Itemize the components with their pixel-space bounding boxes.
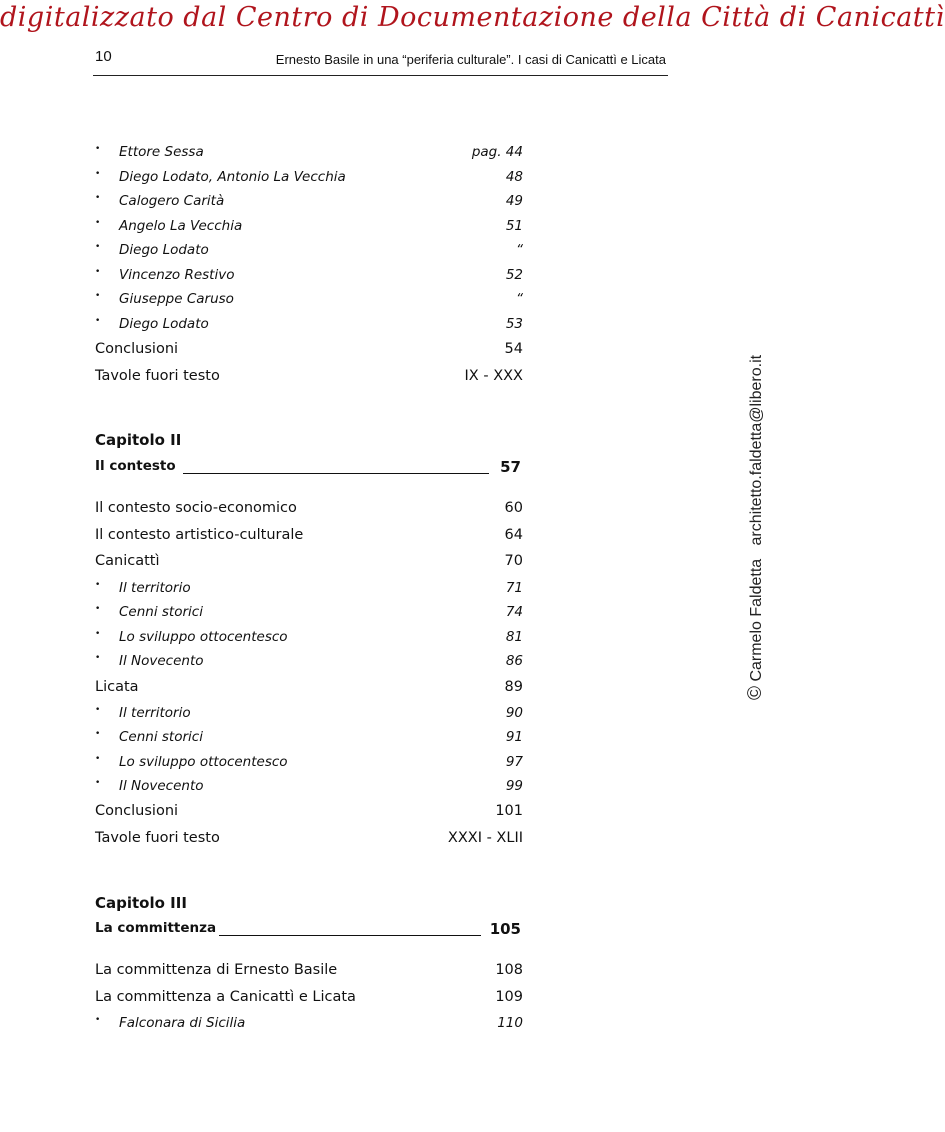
toc-entry: • Lo sviluppo ottocentesco 81 — [95, 629, 523, 645]
chapter-title: Capitolo III — [95, 894, 187, 912]
bullet-icon: • — [95, 267, 101, 277]
toc-entry: Conclusioni 54 — [95, 341, 523, 357]
toc-entry: • Diego Lodato, Antonio La Vecchia 48 — [95, 169, 523, 185]
section-heading: La committenza 105 — [95, 920, 521, 938]
toc-entry: Tavole fuori testo XXXI - XLII — [95, 830, 523, 846]
page-number: 10 — [95, 48, 112, 65]
toc-entry: • Cenni storici 91 — [95, 729, 523, 745]
header-rule — [93, 75, 668, 76]
bullet-icon: • — [95, 316, 101, 326]
toc-entry: • Calogero Carità 49 — [95, 193, 523, 209]
bullet-icon: • — [95, 218, 101, 228]
toc-entry: • Il Novecento 86 — [95, 653, 523, 669]
toc-entry: La committenza a Canicattì e Licata 109 — [95, 989, 523, 1005]
toc-entry: • Falconara di Sicilia 110 — [95, 1015, 523, 1031]
bullet-icon: • — [95, 144, 101, 154]
leader-rule — [219, 935, 481, 936]
bullet-icon: • — [95, 242, 101, 252]
running-title: Ernesto Basile in una “periferia culturale”. I casi di Canicattì e Licata — [275, 52, 666, 67]
toc-entry: • Giuseppe Caruso “ — [95, 291, 523, 307]
chapter-title: Capitolo II — [95, 431, 182, 449]
toc-entry: Canicattì 70 — [95, 553, 523, 569]
credit-author: Carmelo Faldetta — [748, 558, 765, 682]
toc-entry: • Cenni storici 74 — [95, 604, 523, 620]
toc-entry: Il contesto artistico-culturale 64 — [95, 527, 523, 543]
toc-entry: La committenza di Ernesto Basile 108 — [95, 962, 523, 978]
toc-entry: Conclusioni 101 — [95, 803, 523, 819]
toc-entry: • Il Novecento 99 — [95, 778, 523, 794]
bullet-icon: • — [95, 629, 101, 639]
bullet-icon: • — [95, 705, 101, 715]
bullet-icon: • — [95, 291, 101, 301]
bullet-icon: • — [95, 193, 101, 203]
bullet-icon: • — [95, 653, 101, 663]
bullet-icon: • — [95, 169, 101, 179]
toc-entry: • Diego Lodato 53 — [95, 316, 523, 332]
digitization-watermark: digitalizzato dal Centro di Documentazione della Città di Canicattì — [0, 2, 945, 33]
bullet-icon: • — [95, 729, 101, 739]
bullet-icon: • — [95, 580, 101, 590]
bullet-icon: • — [95, 604, 101, 614]
copyright-credit — [745, 355, 767, 700]
toc-entry: Tavole fuori testo IX - XXX — [95, 368, 523, 384]
toc-entry: Licata 89 — [95, 679, 523, 695]
toc-entry: • Angelo La Vecchia 51 — [95, 218, 523, 234]
copyright-icon: © — [745, 686, 766, 700]
bullet-icon: • — [95, 778, 101, 788]
toc-entry: • Il territorio 90 — [95, 705, 523, 721]
bullet-icon: • — [95, 1015, 101, 1025]
leader-rule — [183, 473, 489, 474]
section-heading: Il contesto 57 — [95, 458, 521, 476]
toc-entry: Il contesto socio-economico 60 — [95, 500, 523, 516]
toc-entry: • Vincenzo Restivo 52 — [95, 267, 523, 283]
toc-entry: • Diego Lodato “ — [95, 242, 523, 258]
toc-entry: • Il territorio 71 — [95, 580, 523, 596]
bullet-icon: • — [95, 754, 101, 764]
toc-entry: • Lo sviluppo ottocentesco 97 — [95, 754, 523, 770]
toc-entry: • Ettore Sessa pag. 44 — [95, 144, 523, 160]
credit-email: architetto.faldetta@libero.it — [748, 354, 765, 546]
